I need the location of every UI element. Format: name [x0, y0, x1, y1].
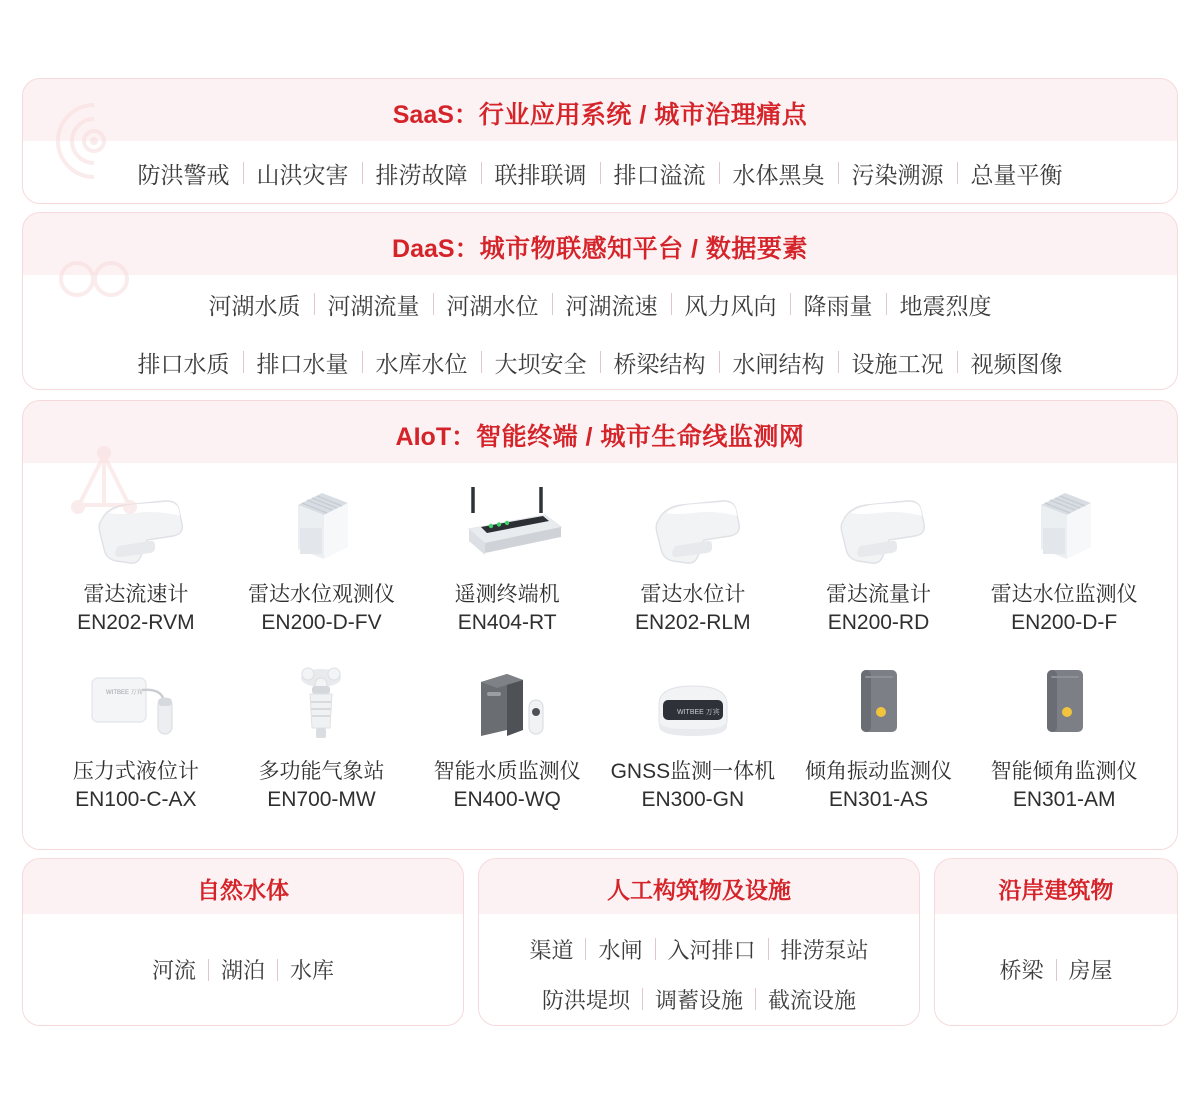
- riverside-buildings-item[interactable]: 桥梁: [999, 958, 1044, 983]
- natural-water-title: 自然水体: [197, 877, 289, 903]
- weather-station-icon: [231, 652, 413, 748]
- svg-text:WITBEE 万宾: WITBEE 万宾: [676, 708, 720, 716]
- rtu-router-icon: [416, 475, 598, 571]
- device-name: 雷达流量计: [825, 583, 931, 606]
- device-name: 雷达流速计: [83, 583, 189, 606]
- device-name: GNSS监测一体机: [610, 759, 776, 783]
- aiot-title: [23, 401, 1177, 463]
- daas-item[interactable]: 河湖流速: [565, 292, 658, 319]
- artificial-structures-row-1: [479, 924, 919, 974]
- riverside-buildings-body: [935, 914, 1177, 1026]
- daas-title-prefix: DaaS：: [392, 235, 480, 263]
- daas-item[interactable]: 大坝安全: [494, 350, 587, 377]
- daas-card: [22, 212, 1178, 390]
- device-name: 遥测终端机: [454, 583, 560, 606]
- device-model: EN200-RD: [827, 611, 930, 635]
- water-quality-monitor-icon: [416, 652, 598, 748]
- device-model: EN300-GN: [641, 788, 745, 812]
- device-card[interactable]: [414, 648, 600, 825]
- device-name: 智能水质监测仪: [433, 759, 581, 783]
- daas-item[interactable]: 桥梁结构: [613, 350, 706, 377]
- device-card[interactable]: [229, 648, 415, 825]
- saas-item[interactable]: 总量平衡: [970, 161, 1063, 188]
- device-model: EN200-D-F: [1011, 611, 1118, 635]
- riverside-buildings-title: 沿岸建筑物: [998, 877, 1114, 903]
- saas-item[interactable]: 排涝故障: [375, 161, 468, 188]
- aiot-card: [22, 400, 1178, 850]
- aiot-devices-panel: [23, 463, 1177, 850]
- daas-item[interactable]: 河湖水位: [446, 292, 539, 319]
- natural-water-body: [23, 914, 463, 1026]
- device-card[interactable]: [786, 648, 972, 825]
- riverside-buildings-card: [934, 858, 1178, 1026]
- artificial-structures-card: [478, 858, 920, 1026]
- daas-item[interactable]: 风力风向: [684, 292, 777, 319]
- artificial-structures-item[interactable]: 截流设施: [768, 987, 857, 1013]
- artificial-structures-item[interactable]: 调蓄设施: [654, 987, 743, 1013]
- riverside-buildings-item[interactable]: 房屋: [1068, 958, 1113, 983]
- device-model: EN202-RVM: [77, 611, 195, 635]
- device-model: EN202-RLM: [635, 611, 751, 635]
- device-model: EN301-AS: [828, 788, 929, 812]
- artificial-structures-body: [479, 914, 919, 1026]
- daas-title-text: 城市物联感知平台 / 数据要素: [479, 235, 808, 263]
- device-card[interactable]: [43, 648, 229, 825]
- saas-title-prefix: SaaS：: [392, 101, 479, 129]
- daas-item[interactable]: 排口水质: [137, 350, 230, 377]
- pressure-level-gauge-icon: [45, 652, 227, 748]
- daas-item[interactable]: 降雨量: [803, 292, 873, 319]
- daas-item[interactable]: 水库水位: [375, 350, 468, 377]
- aiot-title-text: 智能终端 / 城市生命线监测网: [476, 423, 805, 451]
- water-level-observer-icon: [231, 475, 413, 571]
- device-model: EN400-WQ: [453, 788, 561, 812]
- artificial-structures-item[interactable]: 排涝泵站: [780, 937, 869, 963]
- saas-items-row: [23, 141, 1177, 204]
- device-card[interactable]: [600, 471, 786, 648]
- daas-items-row-1: [23, 275, 1177, 333]
- saas-item[interactable]: 防洪警戒: [137, 161, 230, 188]
- device-card[interactable]: [414, 471, 600, 648]
- saas-item[interactable]: 山洪灾害: [256, 161, 349, 188]
- device-name: 压力式液位计: [72, 759, 199, 783]
- saas-item[interactable]: 水体黑臭: [732, 161, 825, 188]
- device-card[interactable]: [43, 471, 229, 648]
- device-card[interactable]: [971, 648, 1157, 825]
- device-name: 多功能气象站: [258, 759, 385, 783]
- artificial-structures-title: 人工构筑物及设施: [607, 877, 791, 903]
- daas-items-row-2: [23, 333, 1177, 390]
- svg-text:WITBEE 万宾: WITBEE 万宾: [105, 689, 143, 696]
- daas-items-panel: [23, 275, 1177, 390]
- device-name: 雷达水位观测仪: [247, 583, 395, 606]
- gnss-monitor-icon: [602, 652, 784, 748]
- device-model: EN700-MW: [267, 788, 376, 812]
- device-name: 雷达水位监测仪: [990, 583, 1138, 606]
- saas-item[interactable]: 排口溢流: [613, 161, 706, 188]
- daas-item[interactable]: 视频图像: [970, 350, 1063, 377]
- device-card[interactable]: [971, 471, 1157, 648]
- device-model: EN301-AM: [1012, 788, 1116, 812]
- daas-item[interactable]: 排口水量: [256, 350, 349, 377]
- device-card[interactable]: [229, 471, 415, 648]
- saas-title-text: 行业应用系统 / 城市治理痛点: [478, 101, 808, 129]
- daas-item[interactable]: 设施工况: [851, 350, 944, 377]
- artificial-structures-item[interactable]: 水闸: [598, 937, 643, 963]
- radar-velocity-sensor-icon: [45, 475, 227, 571]
- artificial-structures-item[interactable]: 防洪堤坝: [541, 987, 630, 1013]
- radar-level-sensor-icon: [602, 475, 784, 571]
- device-card[interactable]: [600, 648, 786, 825]
- device-model: EN200-D-FV: [261, 611, 382, 635]
- natural-water-card: [22, 858, 464, 1026]
- riverside-buildings-row-1: [987, 954, 1124, 985]
- daas-item[interactable]: 河湖流量: [327, 292, 420, 319]
- saas-items-panel: [23, 141, 1177, 204]
- device-model: EN100-C-AX: [75, 788, 197, 812]
- saas-item[interactable]: 联排联调: [494, 161, 587, 188]
- daas-item[interactable]: 河湖水质: [208, 292, 301, 319]
- artificial-structures-row-2: [479, 974, 919, 1024]
- daas-item[interactable]: 水闸结构: [732, 350, 825, 377]
- device-name: 倾角振动监测仪: [804, 759, 952, 783]
- device-model: EN404-RT: [457, 611, 557, 635]
- device-name: 智能倾角监测仪: [990, 759, 1138, 783]
- saas-card: [22, 78, 1178, 204]
- water-level-monitor-icon: [973, 475, 1155, 571]
- tilt-vibration-monitor-icon: [788, 652, 970, 748]
- natural-water-item[interactable]: 湖泊: [220, 958, 265, 983]
- saas-title: [23, 79, 1177, 141]
- natural-water-item[interactable]: 水库: [290, 958, 335, 983]
- daas-title: [23, 213, 1177, 275]
- device-card[interactable]: [786, 471, 972, 648]
- device-name: 雷达水位计: [640, 583, 746, 606]
- natural-water-row-1: [140, 954, 346, 985]
- natural-water-item[interactable]: 河流: [151, 958, 196, 983]
- radar-flow-sensor-icon: [788, 475, 970, 571]
- tilt-monitor-icon: [973, 652, 1155, 748]
- device-grid: [23, 471, 1177, 824]
- artificial-structures-item[interactable]: 入河排口: [667, 937, 756, 963]
- saas-item[interactable]: 污染溯源: [851, 161, 944, 188]
- artificial-structures-item[interactable]: 渠道: [529, 937, 574, 963]
- daas-item[interactable]: 地震烈度: [899, 292, 992, 319]
- aiot-title-prefix: AIoT：: [395, 423, 477, 451]
